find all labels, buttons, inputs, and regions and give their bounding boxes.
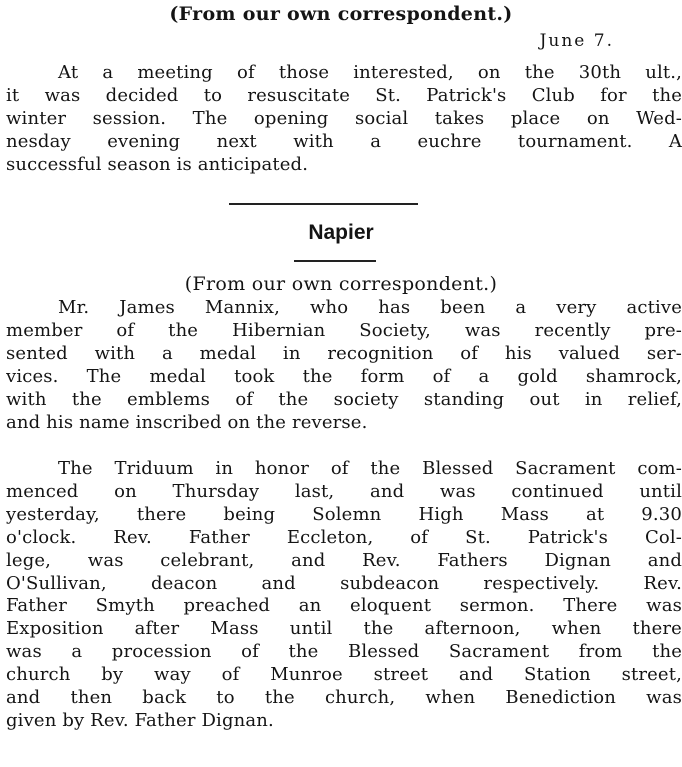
paragraph-st-patricks-club: [6, 62, 682, 177]
text-line: Mr. James Mannix, who has been a very active: [58, 297, 682, 318]
text-line: it was decided to resuscitate St. Patrick's Club for the: [6, 84, 682, 106]
text-line: yesterday, there being Solemn High Mass at 9.30: [6, 503, 682, 525]
text-line: nesday evening next with a euchre tournament. A: [6, 130, 682, 152]
text-line: was a procession of the Blessed Sacrament from the: [6, 641, 682, 663]
text-line: Exposition after Mass until the afternoon, when there: [6, 618, 682, 640]
text-line: At a meeting of those interested, on the 30th ult.,: [58, 62, 682, 83]
text-line: lege, was celebrant, and Rev. Fathers Dignan and: [6, 549, 682, 571]
correspondent-heading-top: (From our own correspondent.): [169, 3, 513, 25]
paragraph-mannix-medal: [6, 297, 682, 434]
paragraph-triduum: [6, 458, 682, 733]
text-line: The Triduum in honor of the Blessed Sacrament com-: [58, 458, 682, 479]
text-line: sented with a medal in recognition of his valued ser-: [6, 342, 682, 364]
text-line: with the emblems of the society standing out in relief,: [6, 388, 682, 410]
section-divider: [229, 203, 418, 205]
text-line: vices. The medal took the form of a gold shamrock,: [6, 365, 682, 387]
section-title-napier: Napier: [308, 221, 374, 244]
title-underline: [294, 260, 376, 262]
correspondent-heading-napier: (From our own correspondent.): [184, 273, 498, 295]
text-line: winter session. The opening social takes place on Wed-: [6, 107, 682, 129]
text-line: O'Sullivan, deacon and subdeacon respectively. Rev.: [6, 572, 682, 594]
text-line: given by Rev. Father Dignan.: [6, 709, 274, 731]
text-line: o'clock. Rev. Father Eccleton, of St. Patrick's Col-: [6, 526, 682, 548]
text-line: and his name inscribed on the reverse.: [6, 411, 368, 433]
text-line: church by way of Munroe street and Station street,: [6, 664, 682, 686]
text-line: and then back to the church, when Benediction was: [6, 687, 682, 709]
text-line: member of the Hibernian Society, was recently pre-: [6, 319, 682, 341]
text-line: Father Smyth preached an eloquent sermon. There was: [6, 595, 682, 617]
text-line: menced on Thursday last, and was continued until: [6, 480, 682, 502]
text-line: successful season is anticipated.: [6, 153, 309, 175]
dateline: June 7.: [539, 31, 614, 51]
